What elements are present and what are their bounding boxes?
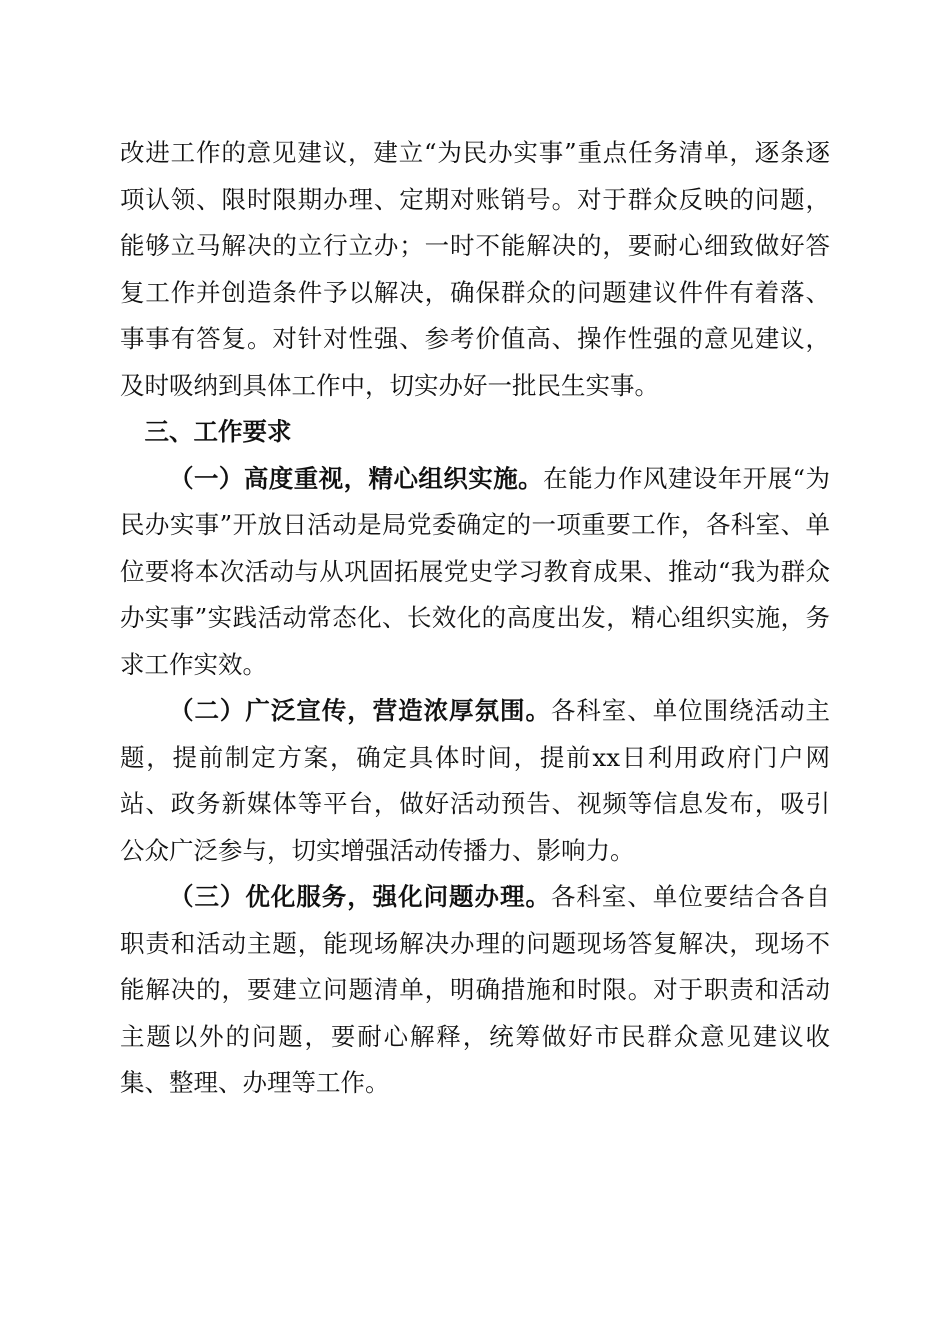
requirement-body-3: 各科室、单位要结合各自职责和活动主题，能现场解决办理的问题现场答复解决，现场不能解决的，要建立问题清单，明确措施和时限。对于职责和活动主题以外的问题，要耐心解释，统筹做好市民群众意见建议收集、整理、办理等工作。 (120, 882, 831, 1097)
section-heading: 三、工作要求 (144, 417, 292, 446)
requirement-body-2: 各科室、单位围绕活动主题，提前制定方案，确定具体时间，提前xx日利用政府门户网站、政务新媒体等平台，做好活动预告、视频等信息发布，吸引公众广泛参与，切实增强活动传播力、影响力。 (120, 696, 831, 865)
requirement-item-3 (120, 874, 830, 1107)
requirement-heading-3: （三）优化服务，强化问题办理。 (169, 882, 551, 911)
requirement-heading-2: （二）广泛宣传，营造浓厚氛围。 (169, 696, 551, 725)
document-body (120, 130, 830, 1107)
continuation-paragraph: 改进工作的意见建议，建立“为民办实事”重点任务清单，逐条逐项认领、限时限期办理、定期对账销号。对于群众反映的问题，能够立马解决的立行立办；一时不能解决的，要耐心细致做好答复工作并创造条件予以解决，确保群众的问题建议件件有着落、事事有答复。对针对性强、参考价值高、操作性强的意见建议，及时吸纳到具体工作中，切实办好一批民生实事。 (120, 138, 830, 400)
requirement-body-1: 在能力作风建设年开展“为民办实事”开放日活动是局党委确定的一项重要工作，各科室、单位要将本次活动与从巩固拓展党史学习教育成果、推动“我为群众办实事”实践活动常态化、长效化的高度出发，精心组织实施，务求工作实效。 (120, 463, 831, 679)
requirement-heading-1: （一）高度重视，精心组织实施。 (169, 463, 544, 493)
requirement-item-1 (120, 456, 830, 689)
requirement-item-2 (120, 688, 830, 874)
